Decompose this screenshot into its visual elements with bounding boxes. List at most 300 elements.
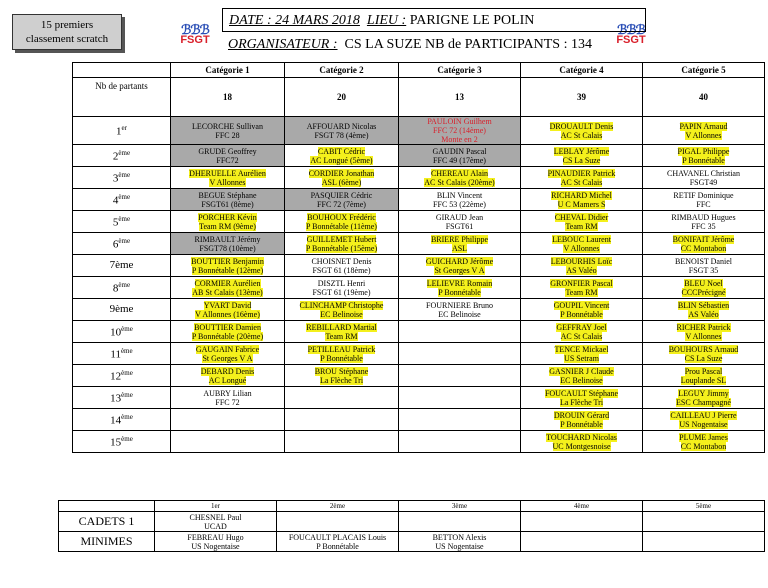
result-cell	[171, 387, 285, 409]
result-cell	[171, 343, 285, 365]
racer-club: FSGT 61 (18ème)	[312, 265, 371, 275]
result-cell	[171, 117, 285, 145]
result-cell	[643, 167, 765, 189]
racer-name: CHESNEL Paul	[189, 512, 242, 522]
racer-club: AC St Calais	[560, 177, 603, 187]
partants-count: 39	[521, 78, 643, 117]
rank-number: 8	[112, 282, 119, 295]
racer-name: REBILLARD Martial	[306, 322, 377, 332]
partants-count: 18	[171, 78, 285, 117]
result-cell	[171, 431, 285, 453]
result-cell	[643, 387, 765, 409]
racer-name: RIMBAUD Hugues	[671, 212, 736, 222]
racer-club: AC St Calais	[560, 130, 603, 140]
racer-club: CS La Suze	[684, 353, 723, 363]
result-cell	[171, 277, 285, 299]
result-cell	[643, 255, 765, 277]
racer-club: EC Belinoise	[320, 309, 363, 319]
racer-name: PETILLEAU Patrick	[307, 344, 376, 354]
racer-name: FOURNIERE Bruno	[426, 300, 493, 310]
racer-club: CC Montabon	[680, 441, 727, 451]
result-cell	[521, 365, 643, 387]
result-cell	[521, 277, 643, 299]
rank-cell	[73, 211, 171, 233]
youth-result-cell	[521, 512, 643, 532]
result-cell	[399, 255, 521, 277]
racer-name: DROUAULT Denis	[549, 121, 614, 131]
racer-name: GRUDE Geoffrey	[198, 146, 257, 156]
racer-club: Team RM	[325, 331, 358, 341]
fsgt-text: FSGT	[180, 34, 210, 46]
racer-name: PLUME James	[679, 432, 728, 442]
racer-name: LECORCHE Sullivan	[192, 121, 263, 131]
result-cell	[643, 299, 765, 321]
result-cell	[643, 189, 765, 211]
racer-club: ASL (6ème)	[321, 177, 362, 187]
youth-result-cell	[643, 532, 765, 552]
racer-club: P Bonnétable	[682, 155, 725, 165]
lieu-label: LIEU :	[366, 13, 407, 28]
racer-name: LELIEVRE Romain	[426, 278, 493, 288]
header-date-box	[222, 8, 646, 32]
racer-name: GEFFRAY Joel	[556, 322, 607, 332]
rank-suffix: ème	[121, 391, 133, 400]
racer-club: St Georges V A	[202, 353, 253, 363]
result-cell	[285, 211, 399, 233]
result-cell	[399, 365, 521, 387]
youth-result-cell	[643, 512, 765, 532]
rank-suffix: ème	[118, 215, 131, 224]
racer-name: DROUIN Gérard	[553, 410, 610, 420]
racer-club: FFC 28	[215, 130, 240, 140]
racer-club: FFC 72 (14ème)	[433, 126, 486, 135]
result-cell	[643, 343, 765, 365]
racer-name: GIRAUD Jean	[435, 212, 484, 222]
result-cell	[285, 409, 399, 431]
racer-club: P Bonnétable (20ème)	[191, 331, 264, 341]
rank-cell	[73, 299, 171, 321]
result-cell	[171, 145, 285, 167]
fsgt-symbol: ℬℬℬ	[181, 22, 209, 37]
youth-result-cell	[277, 532, 399, 552]
racer-club: US Nogentaise	[679, 419, 728, 429]
result-cell	[643, 211, 765, 233]
result-cell	[285, 321, 399, 343]
racer-club: FSGT 61 (19ème)	[312, 287, 371, 297]
racer-club: FFC	[696, 199, 711, 209]
racer-club: UC Montgesnoise	[552, 441, 611, 451]
racer-club: FSGT61 (8ème)	[201, 199, 254, 209]
result-cell	[643, 277, 765, 299]
place-header: 1er	[155, 501, 277, 512]
racer-name: FEBREAU Hugo	[187, 532, 244, 542]
racer-club: V Allonnes	[685, 130, 722, 140]
racer-club: Team RM	[565, 221, 598, 231]
results-table	[72, 62, 765, 453]
racer-club: Team RM (9ème)	[199, 221, 256, 231]
racer-name: GUILLEMET Hubert	[306, 234, 377, 244]
result-cell	[399, 343, 521, 365]
result-cell	[399, 117, 521, 145]
racer-name: GAUDIN Pascal	[432, 146, 487, 156]
racer-name: BLIN Vincent	[436, 190, 483, 200]
result-cell	[521, 387, 643, 409]
rank-number: 14	[110, 414, 122, 427]
racer-name: YVART David	[203, 300, 252, 310]
rank-suffix: ème	[118, 281, 131, 290]
racer-club: FFC 72 (7ème)	[317, 199, 366, 209]
youth-category-label: MINIMES	[59, 532, 155, 552]
racer-name: LEBLAY Jérôme	[553, 146, 610, 156]
racer-name: GOUPIL Vincent	[553, 300, 610, 310]
racer-club: FSGT49	[689, 177, 718, 187]
racer-name: AUBRY Lilian	[203, 388, 252, 398]
rank-cell	[73, 387, 171, 409]
rank-number: 2	[112, 150, 119, 163]
racer-name: LEGUY Jimmy	[678, 388, 729, 398]
racer-club: AS Valéo	[566, 265, 597, 275]
rank-suffix: ème	[118, 193, 131, 202]
result-cell	[399, 189, 521, 211]
racer-name: BROU Stéphane	[314, 366, 369, 376]
racer-name: BONIFAIT Jérôme	[672, 234, 735, 244]
youth-category-label: CADETS 1	[59, 512, 155, 532]
rank-number: 4	[112, 194, 119, 207]
racer-name: BOUHOUX Frédéric	[307, 212, 376, 222]
racer-club: AC Longué	[208, 375, 247, 385]
rank-suffix: ème	[121, 435, 133, 444]
youth-result-cell	[277, 512, 399, 532]
result-cell	[643, 233, 765, 255]
racer-club: AC Longué (5ème)	[310, 155, 373, 165]
racer-name: BRIERE Philippe	[430, 234, 489, 244]
racer-name: LEBOUC Laurent	[552, 234, 611, 244]
result-cell	[285, 145, 399, 167]
rank-suffix: ème	[118, 149, 131, 158]
racer-club: EC Belinoise	[560, 375, 603, 385]
racer-name: DISZTL Henri	[317, 278, 366, 288]
racer-name: GUICHARD Jérôme	[425, 256, 494, 266]
result-cell	[285, 277, 399, 299]
racer-name: CORDIER Jonathan	[308, 168, 375, 178]
racer-name: BLEU Noel	[684, 278, 723, 288]
racer-club: US Setram	[564, 353, 599, 363]
rank-number: 1	[116, 125, 122, 138]
racer-club: UCAD	[204, 521, 227, 531]
result-cell	[171, 255, 285, 277]
racer-club: La Flèche Tri	[559, 397, 604, 407]
result-cell	[285, 233, 399, 255]
rank-cell	[73, 167, 171, 189]
racer-club: EC Belinoise	[438, 309, 481, 319]
racer-club: St Georges V A	[434, 265, 485, 275]
corner-tag	[12, 14, 122, 50]
racer-name: GAUGAIN Fabrice	[195, 344, 260, 354]
racer-club: FFC 53 (22ème)	[433, 199, 486, 209]
place-header: 2ème	[277, 501, 399, 512]
rank-cell	[73, 277, 171, 299]
racer-name: CHEREAU Alain	[430, 168, 489, 178]
org-label: ORGANISATEUR :	[228, 37, 338, 52]
racer-club: FFC 35	[691, 221, 716, 231]
fsgt-symbol: ℬℬℬ	[617, 22, 645, 37]
racer-name: LEBOURHIS Loïc	[550, 256, 613, 266]
partants-count: 40	[643, 78, 765, 117]
racer-name: PIGAL Philippe	[677, 146, 730, 156]
rank-cell	[73, 431, 171, 453]
racer-note: Monte en 2	[441, 135, 478, 144]
result-cell	[521, 321, 643, 343]
racer-name: FOUCAULT PLACAIS Louis	[288, 532, 387, 542]
racer-name: BETTON Alexis	[432, 532, 487, 542]
result-cell	[399, 299, 521, 321]
racer-name: BEGUE Stéphane	[198, 190, 257, 200]
rank-cell	[73, 233, 171, 255]
result-cell	[171, 365, 285, 387]
racer-club: FFC 72	[215, 397, 240, 407]
header-organizer	[228, 37, 592, 53]
rank-cell	[73, 365, 171, 387]
date-label: DATE : 24 MARS 2018	[229, 13, 360, 28]
category-header: Catégorie 5	[643, 63, 765, 78]
result-cell	[399, 431, 521, 453]
result-cell	[171, 299, 285, 321]
place-header: 3ème	[399, 501, 521, 512]
rank-suffix: ème	[118, 237, 131, 246]
result-cell	[399, 211, 521, 233]
result-cell	[285, 431, 399, 453]
racer-club: FSGT78 (10ème)	[199, 243, 256, 253]
result-cell	[643, 145, 765, 167]
lieu-value: PARIGNE LE POLIN	[409, 13, 535, 28]
youth-result-cell	[155, 512, 277, 532]
rank-number: 3	[112, 172, 119, 185]
fsgt-logo-left	[172, 24, 218, 46]
org-value: CS LA SUZE NB de PARTICIPANTS : 134	[344, 37, 592, 52]
youth-result-cell	[521, 532, 643, 552]
rank-cell	[73, 117, 171, 145]
racer-club: AS Valéo	[688, 309, 719, 319]
youth-table	[58, 500, 765, 552]
result-cell	[285, 167, 399, 189]
result-cell	[285, 117, 399, 145]
rank-suffix: ème	[121, 325, 133, 334]
racer-name: PINAUDIER Patrick	[547, 168, 616, 178]
racer-name: CAILLEAU J Pierre	[670, 410, 737, 420]
rank-cell	[73, 321, 171, 343]
racer-name: PORCHER Kévin	[198, 212, 257, 222]
result-cell	[171, 167, 285, 189]
rank-cell	[73, 145, 171, 167]
rank-number: 11	[110, 348, 121, 361]
racer-name: CORMIER Aurélien	[194, 278, 261, 288]
rank-number: 6	[112, 238, 119, 251]
rank-cell	[73, 255, 171, 277]
result-cell	[643, 409, 765, 431]
youth-result-cell	[399, 512, 521, 532]
racer-name: BENOIST Daniel	[675, 256, 732, 266]
result-cell	[285, 189, 399, 211]
result-cell	[521, 431, 643, 453]
rank-number: 9ème	[109, 303, 134, 315]
category-header: Catégorie 1	[171, 63, 285, 78]
racer-name: DHERUELLE Aurélien	[189, 168, 266, 178]
racer-name: RICHARD Michel	[551, 190, 612, 200]
rank-number: 15	[110, 436, 122, 449]
result-cell	[521, 299, 643, 321]
rank-suffix: ème	[121, 413, 133, 422]
result-cell	[399, 167, 521, 189]
racer-name: CHEVAL Didier	[554, 212, 609, 222]
rank-number: 13	[110, 392, 122, 405]
result-cell	[285, 387, 399, 409]
racer-club: P Bonnétable	[560, 419, 603, 429]
racer-club: AC St Calais	[560, 331, 603, 341]
result-cell	[171, 211, 285, 233]
racer-club: CCCPrécigné	[681, 287, 726, 297]
result-cell	[643, 431, 765, 453]
racer-club: La Flèche Tri	[319, 375, 364, 385]
racer-club: Louplande SL	[680, 375, 727, 385]
result-cell	[171, 321, 285, 343]
racer-club: P Bonnétable (11ème)	[306, 221, 377, 231]
racer-name: CLINCHAMP Christophe	[299, 300, 384, 310]
racer-name: GASNIER J Claude	[549, 366, 614, 376]
result-cell	[521, 189, 643, 211]
racer-name: RICHER Patrick	[676, 322, 731, 332]
category-header: Catégorie 2	[285, 63, 399, 78]
racer-name: PAPIN Arnaud	[679, 121, 728, 131]
racer-name: RETIF Dominique	[673, 190, 734, 200]
corner-cell	[59, 501, 155, 512]
result-cell	[521, 409, 643, 431]
result-cell	[399, 387, 521, 409]
result-cell	[285, 365, 399, 387]
youth-result-cell	[155, 532, 277, 552]
rank-cell	[73, 189, 171, 211]
racer-name: Prou Pascal	[684, 366, 723, 376]
racer-name: TOUCHARD Nicolas	[546, 432, 617, 442]
rank-number: 5	[112, 216, 119, 229]
result-cell	[285, 255, 399, 277]
racer-club: P Bonnétable	[560, 309, 603, 319]
racer-club: AB St Calais (13ème)	[192, 287, 263, 297]
racer-club: V Allonnes	[209, 177, 246, 187]
result-cell	[643, 321, 765, 343]
place-header: 5ème	[643, 501, 765, 512]
result-cell	[521, 211, 643, 233]
racer-club: CC Montabon	[680, 243, 727, 253]
result-cell	[171, 233, 285, 255]
racer-club: P Bonnétable	[316, 541, 359, 551]
racer-name: BOUTTIER Benjamin	[191, 256, 264, 266]
racer-club: P Bonnétable	[438, 287, 481, 297]
racer-club: P Bonnétable (15ème)	[305, 243, 378, 253]
partants-count: 13	[399, 78, 521, 117]
result-cell	[285, 343, 399, 365]
rank-cell	[73, 343, 171, 365]
result-cell	[521, 117, 643, 145]
place-header: 4ème	[521, 501, 643, 512]
result-cell	[643, 117, 765, 145]
racer-name: CABIT Cédric	[317, 146, 366, 156]
racer-club: FSGT61	[445, 221, 474, 231]
result-cell	[399, 233, 521, 255]
racer-name: DEBARD Denis	[200, 366, 255, 376]
racer-club: ASL	[451, 243, 468, 253]
racer-club: FFC 49 (17ème)	[433, 155, 486, 165]
rank-cell	[73, 409, 171, 431]
result-cell	[521, 343, 643, 365]
category-header: Catégorie 3	[399, 63, 521, 78]
racer-club: U C Mamers S	[557, 199, 606, 209]
racer-club: Team RM	[565, 287, 598, 297]
racer-club: US Nogentaise	[191, 541, 240, 551]
rank-suffix: ème	[118, 171, 131, 180]
rank-number: 12	[110, 370, 122, 383]
racer-name: TENCE Mickael	[554, 344, 609, 354]
rank-number: 7ème	[109, 259, 134, 271]
rank-suffix: ème	[120, 347, 133, 356]
racer-club: V Allonnes	[685, 331, 722, 341]
result-cell	[399, 409, 521, 431]
result-cell	[521, 167, 643, 189]
youth-result-cell	[399, 532, 521, 552]
racer-club: P Bonnétable	[320, 353, 363, 363]
racer-club: ESC Champagné	[676, 397, 731, 407]
racer-club: FSGT 35	[688, 265, 719, 275]
result-cell	[399, 321, 521, 343]
racer-name: GRONFIER Pascal	[550, 278, 613, 288]
racer-name: RIMBAULT Jérémy	[194, 234, 261, 244]
result-cell	[521, 145, 643, 167]
result-cell	[643, 365, 765, 387]
racer-club: FFC72	[216, 155, 239, 165]
corner-cell	[73, 63, 171, 78]
corner-tag-line2: classement scratch	[25, 33, 109, 45]
result-cell	[285, 299, 399, 321]
racer-club: AC St Calais (20ème)	[424, 177, 495, 187]
racer-name: AFFOUARD Nicolas	[306, 121, 377, 131]
result-cell	[521, 255, 643, 277]
racer-name: PASQUIER Cédric	[310, 190, 373, 200]
racer-club: V Allonnes (16ème)	[195, 309, 260, 319]
racer-name: BLIN Sébastien	[677, 300, 730, 310]
racer-name: PAULOIN Guilhem	[427, 117, 492, 126]
rank-number: 10	[110, 326, 122, 339]
result-cell	[521, 233, 643, 255]
result-cell	[171, 409, 285, 431]
result-cell	[399, 277, 521, 299]
corner-tag-line1: 15 premiers	[40, 19, 94, 31]
racer-name: CHOISNET Denis	[311, 256, 372, 266]
rank-suffix: er	[121, 124, 127, 133]
partants-count: 20	[285, 78, 399, 117]
racer-name: FOUCAULT Stéphane	[544, 388, 619, 398]
racer-name: BOUTTIER Damien	[194, 322, 261, 332]
partants-label: Nb de partants	[73, 78, 171, 117]
result-cell	[171, 189, 285, 211]
racer-name: BOUHOURS Arnaud	[668, 344, 739, 354]
fsgt-text: FSGT	[616, 34, 646, 46]
category-header: Catégorie 4	[521, 63, 643, 78]
racer-club: US Nogentaise	[435, 541, 484, 551]
racer-club: P Bonnétable (12ème)	[191, 265, 264, 275]
racer-club: V Allonnes	[563, 243, 600, 253]
racer-club: CS La Suze	[562, 155, 601, 165]
result-cell	[399, 145, 521, 167]
racer-club: FSGT 78 (4ème)	[314, 130, 369, 140]
